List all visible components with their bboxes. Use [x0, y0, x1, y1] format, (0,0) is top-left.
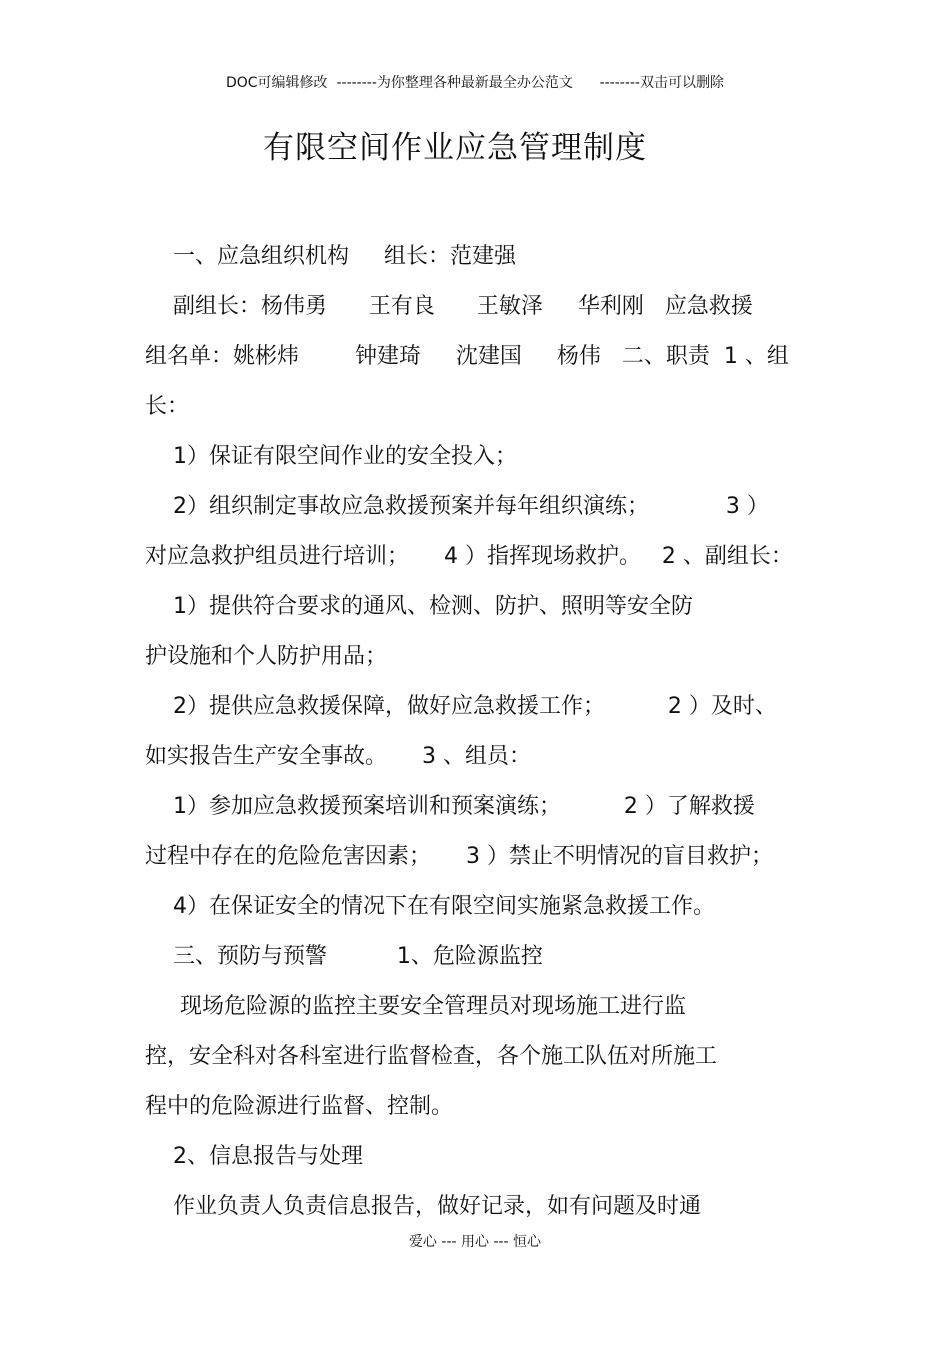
document-title: 有限空间作业应急管理制度	[263, 130, 647, 166]
text-line: 三、预防与预警 1、危险源监控	[145, 944, 543, 969]
text-line: 一、应急组织机构 组长：范建强	[145, 244, 516, 269]
text-line: 程中的危险源进行监督、控制。	[145, 1094, 454, 1119]
text-line: 控，安全科对各科室进行监督检查，各个施工队伍对所施工	[145, 1044, 718, 1069]
text-line: 如实报告生产安全事故。 3 、组员：	[145, 744, 531, 769]
text-line: 过程中存在的危险危害因素； 3 ）禁止不明情况的盲目救护；	[145, 844, 773, 869]
text-line: 1）参加应急救援预案培训和预案演练； 2 ）了解救援	[145, 794, 755, 819]
page-footer: 爱心 --- 用心 --- 恒心	[408, 1234, 542, 1250]
text-line: 副组长：杨伟勇 王有良 王敏泽 华利刚 应急救援	[145, 294, 753, 319]
text-line: 2、信息报告与处理	[145, 1144, 363, 1169]
text-line: 1）提供符合要求的通风、检测、防护、照明等安全防	[145, 594, 693, 619]
page-header: DOC可编辑修改 --------为你整理各种最新最全办公范文 --------双击可以删除	[225, 75, 724, 91]
text-line: 4）在保证安全的情况下在有限空间实施紧急救援工作。	[145, 894, 715, 919]
text-line: 1）保证有限空间作业的安全投入；	[145, 444, 517, 469]
text-line: 对应急救护组员进行培训； 4 ）指挥现场救护。 2 、副组长：	[145, 544, 793, 569]
text-line: 组名单：姚彬炜 钟建琦 沈建国 杨伟 二、职责 1 、组	[145, 344, 789, 369]
text-line: 护设施和个人防护用品；	[145, 644, 388, 669]
text-line: 长：	[145, 394, 190, 419]
text-line: 2）提供应急救援保障，做好应急救援工作； 2 ）及时、	[145, 694, 777, 719]
text-line: 现场危险源的监控主要安全管理员对现场施工进行监	[145, 994, 686, 1019]
text-line: 2）组织制定事故应急救援预案并每年组织演练； 3 ）	[145, 494, 769, 519]
text-line: 作业负责人负责信息报告，做好记录，如有问题及时通	[145, 1194, 701, 1219]
